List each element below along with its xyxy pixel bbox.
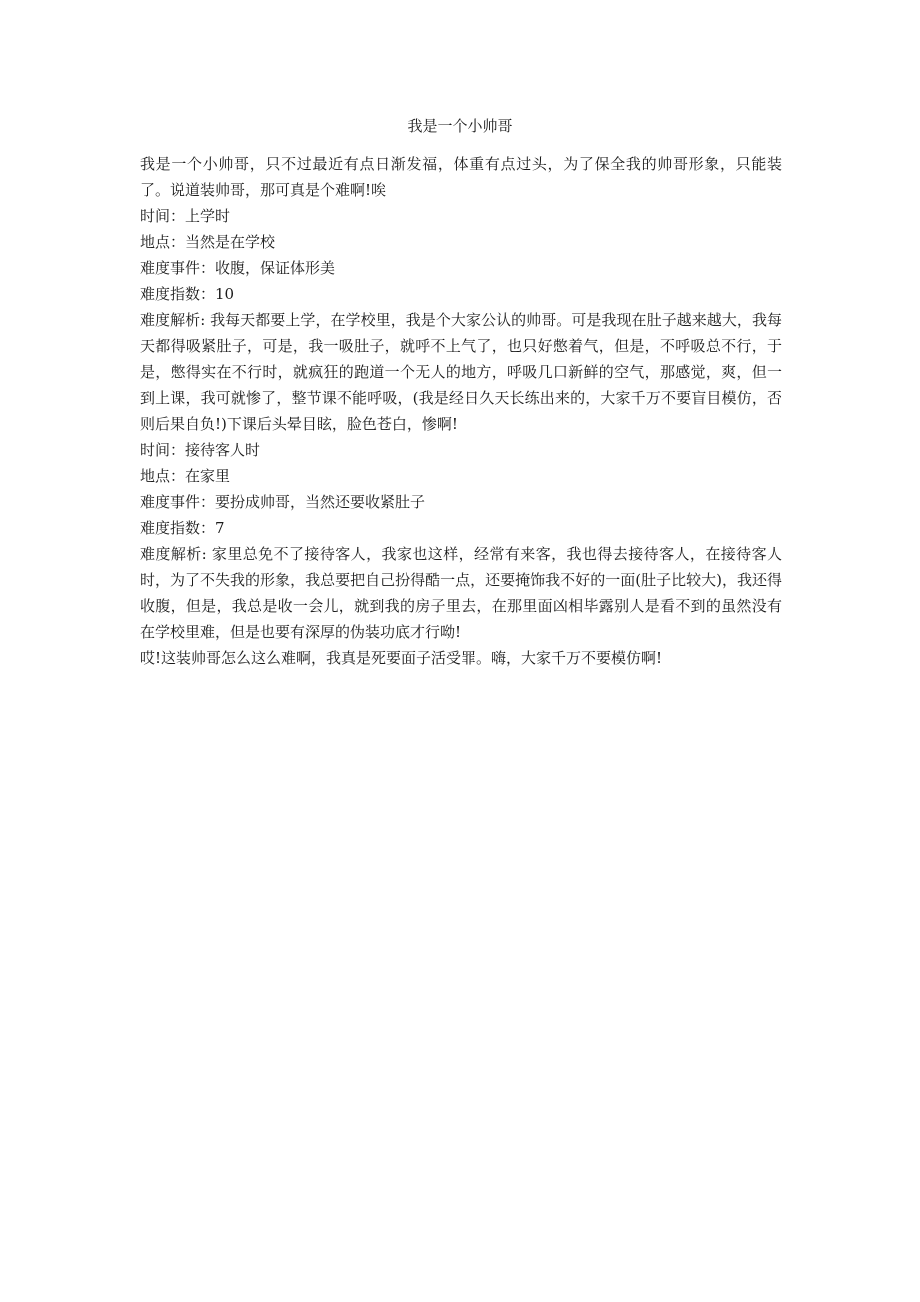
document-body <box>140 151 782 671</box>
time-line-1: 时间：上学时 <box>140 207 231 225</box>
intro-paragraph: 我是一个小帅哥，只不过最近有点日渐发福，体重有点过头，为了保全我的帅哥形象，只能装了。说道装帅哥，那可真是个难啊!唉 <box>140 155 782 199</box>
difficulty-index-line-1: 难度指数：10 <box>140 285 235 303</box>
place-line-1: 地点：当然是在学校 <box>140 233 276 251</box>
difficulty-index-line-2: 难度指数：7 <box>140 519 225 537</box>
place-line-2: 地点：在家里 <box>140 467 231 485</box>
difficulty-analysis-paragraph-2: 难度解析: 家里总免不了接待客人，我家也这样，经常有来客，我也得去接待客人，在接待客人时，为了不失我的形象，我总要把自己扮得酷一点，还要掩饰我不好的一面(肚子比较大)，我还得收腹，但是，我总是收一会儿，就到我的房子里去，在那里面凶相毕露别人是看不到的虽然没有在学校里难，但是也要有深厚的伪装功底才行呦! <box>140 545 782 641</box>
difficulty-analysis-paragraph-1: 难度解析: 我每天都要上学，在学校里，我是个大家公认的帅哥。可是我现在肚子越来越大，我每天都得吸紧肚子，可是，我一吸肚子，就呼不上气了，也只好憋着气，但是，不呼吸总不行，于是，憋得实在不行时，就疯狂的跑道一个无人的地方，呼吸几口新鲜的空气，那感觉，爽，但一到上课，我可就惨了，整节课不能呼吸，(我是经日久天长练出来的，大家千万不要盲目模仿，否则后果自负!)下课后头晕目眩，脸色苍白，惨啊! <box>140 311 782 433</box>
time-line-2: 时间：接待客人时 <box>140 441 261 459</box>
difficulty-event-line-1: 难度事件：收腹，保证体形美 <box>140 259 336 277</box>
document-title: 我是一个小帅哥 <box>407 117 513 135</box>
difficulty-event-line-2: 难度事件：要扮成帅哥，当然还要收紧肚子 <box>140 493 426 511</box>
closing-paragraph: 哎!这装帅哥怎么这么难啊，我真是死要面子活受罪。嗨，大家千万不要模仿啊! <box>140 649 663 667</box>
